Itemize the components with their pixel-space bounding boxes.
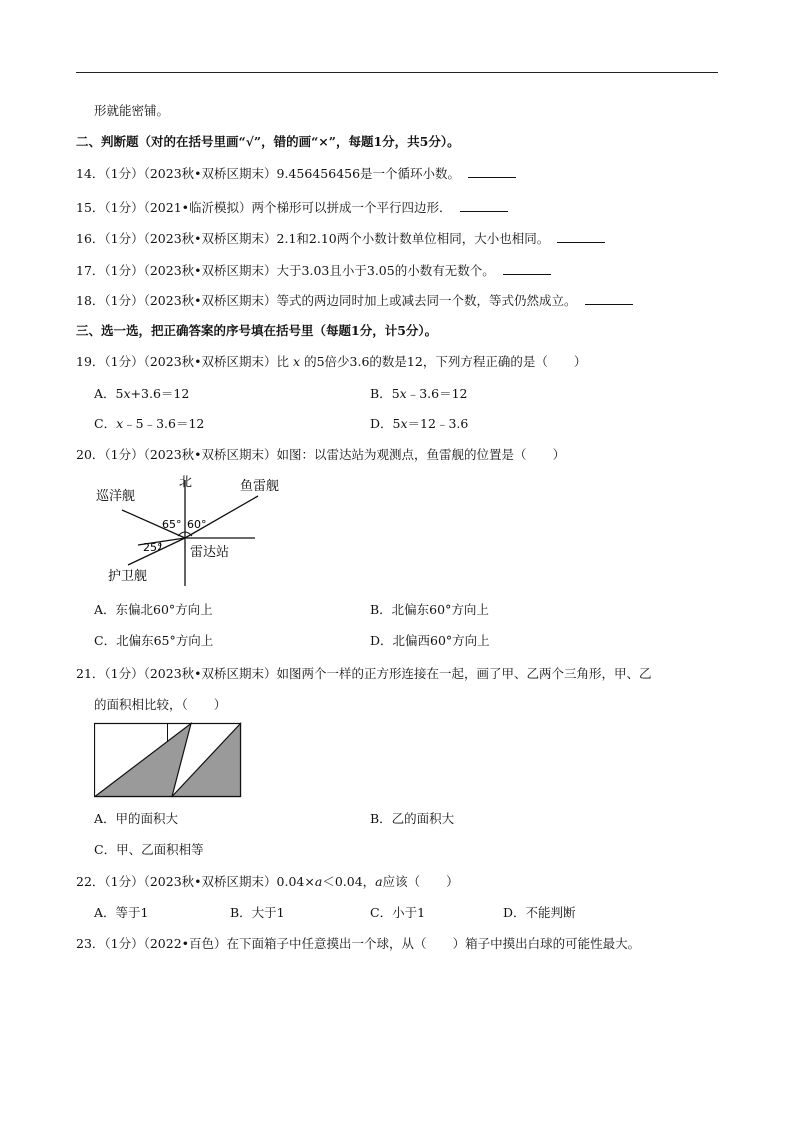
q22-option-d[interactable]: D．不能判断 [503,905,576,920]
torpedo-label: 鱼雷舰 [240,479,280,494]
torpedo-ray [185,496,258,538]
q22-option-a[interactable]: A．等于1 [94,905,149,920]
frigate-label: 护卫舰 [108,569,148,584]
q19-option-d[interactable]: D．5x＝12﹣3.6 [370,416,469,431]
question-20: 20．（1分）（2023秋•双桥区期末）如图：以雷达站为观测点，鱼雷舰的位置是（ ） [76,447,566,462]
q22-option-c[interactable]: C．小于1 [370,905,426,920]
q19-option-c[interactable]: C．x﹣5﹣3.6＝12 [94,416,205,431]
angle-60-label: 60° [187,518,207,531]
q22-option-b[interactable]: B．大于1 [230,905,285,920]
q19-option-a[interactable]: A．5x+3.6＝12 [94,386,190,401]
answer-blank[interactable] [503,262,551,275]
q21-option-a[interactable]: A．甲的面积大 [94,811,179,826]
cruiser-label: 巡洋舰 [96,489,136,504]
q19-option-b[interactable]: B．5x﹣3.6＝12 [370,386,468,401]
header-rule [76,72,718,73]
question-23: 23．（1分）（2022•百色）在下面箱子中任意摸出一个球，从（ ）箱子中摸出白球的可能性最大。 [76,936,641,951]
question-17: 17．（1分）（2023秋•双桥区期末）大于3.03且小于3.05的小数有无数个。 [76,262,551,279]
two-squares-figure [94,720,244,800]
q21-option-b[interactable]: B．乙的面积大 [370,811,455,826]
question-21-cont: 的面积相比较，（ ） [94,697,227,712]
question-18: 18．（1分）（2023秋•双桥区期末）等式的两边同时加上或减去同一个数，等式仍然成立。 [76,292,633,309]
question-16: 16．（1分）（2023秋•双桥区期末）2.1和2.10两个小数计数单位相同，大小也相同。 [76,230,605,247]
question-14: 14．（1分）（2023秋•双桥区期末）9.456456456是一个循环小数。 [76,165,516,182]
section-3-title: 三、选一选，把正确答案的序号填在括号里（每题1分，计5分）。 [76,323,438,338]
q20-option-a[interactable]: A．东偏北60°方向上 [94,602,213,617]
section-2-title: 二、判断题（对的在括号里画“√”，错的画“×”，每题1分，共5分）。 [76,134,460,149]
angle-65-label: 65° [162,518,182,531]
north-label: 北 [179,475,193,490]
answer-blank[interactable] [557,230,605,243]
q20-option-c[interactable]: C．北偏东65°方向上 [94,633,214,648]
q20-option-d[interactable]: D．北偏西60°方向上 [370,633,490,648]
answer-blank[interactable] [468,165,516,178]
radar-label: 雷达站 [190,545,230,560]
radar-direction-figure [90,470,300,590]
question-22: 22．（1分）（2023秋•双桥区期末）0.04×a＜0.04，a应该（ ） [76,874,459,889]
angle-25-label: 25° [143,541,163,554]
answer-blank[interactable] [585,292,633,305]
q21-option-c[interactable]: C．甲、乙面积相等 [94,842,204,857]
question-15: 15．（1分）（2021•临沂模拟）两个梯形可以拼成一个平行四边形． [76,199,508,216]
question-21: 21．（1分）（2023秋•双桥区期末）如图两个一样的正方形连接在一起，画了甲、乙两个三角形，甲、乙 [76,666,652,681]
continuation-text: 形就能密铺。 [94,103,170,118]
answer-blank[interactable] [460,199,508,212]
question-19: 19．（1分）（2023秋•双桥区期末）比 x 的5倍少3.6的数是12，下列方程正确的是（ ） [76,354,587,369]
q20-option-b[interactable]: B．北偏东60°方向上 [370,602,489,617]
